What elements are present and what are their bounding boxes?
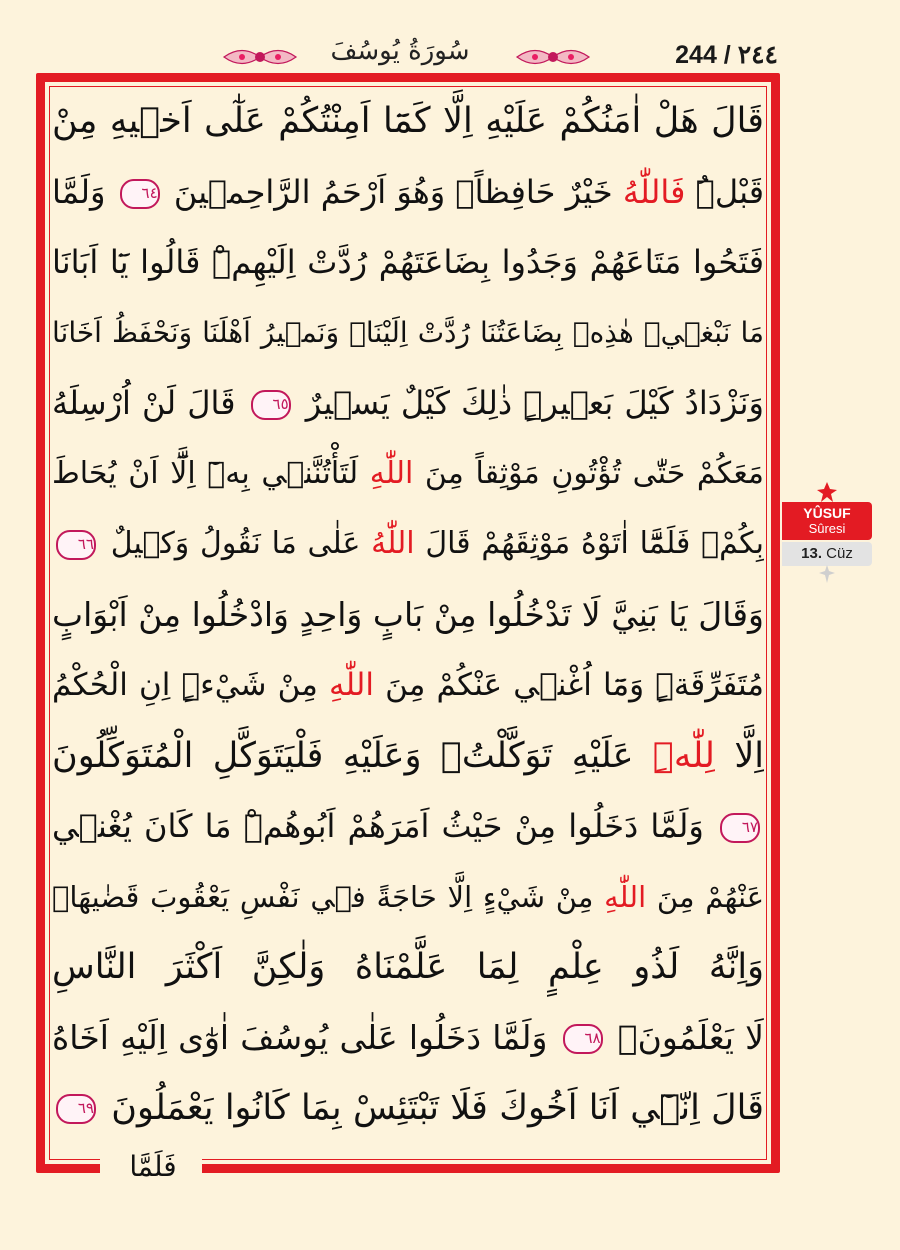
verse-line <box>52 509 764 579</box>
verse-text: وَنَزْدَادُ كَيْلَ بَع۪يرٍۜ ذٰلِكَ كَيْلٌ يَس۪يرٌ <box>294 384 764 422</box>
verse-line <box>52 368 764 438</box>
verse-text: قَالَ لَنْ اُرْسِلَهُ <box>52 384 247 422</box>
divine-name: لِلّٰهِۜ <box>652 735 715 776</box>
verse-line <box>52 157 764 227</box>
verse-text: وَلَمَّا دَخَلُوا مِنْ حَيْثُ اَمَرَهُمْ اَبُوهُمْۜ مَا كَانَ يُغْن۪ي <box>52 807 716 845</box>
surah-tab-name: YÛSUF <box>803 505 851 521</box>
verse-text: فَتَحُوا مَتَاعَهُمْ وَجَدُوا بِضَاعَتَهُمْ رُدَّتْ اِلَيْهِمْۜ قَالُوا يَٓا اَبَانَا <box>52 243 764 281</box>
verse-line <box>52 650 764 720</box>
juz-tab[interactable] <box>782 542 872 566</box>
verse-text: مِنْ شَيْءٍ اِلَّا حَاجَةً ف۪ي نَفْسِ يَعْقُوبَ قَضٰيهَاۜ <box>52 879 605 914</box>
verse-text: لَتَأْتُنَّن۪ي بِه۪ٓ اِلَّٓا اَنْ يُحَاطَ <box>52 455 370 491</box>
fleur-icon <box>814 480 840 504</box>
surah-tab[interactable] <box>782 502 872 540</box>
verse-text: بِكُمْۚ فَلَمَّٓا اٰتَوْهُ مَوْثِقَهُمْ قَالَ <box>414 526 764 561</box>
verse-text: قَالَ اِنّ۪ٓي اَنَا اَخُوكَ فَلَا تَبْتَئِسْ بِمَا كَانُوا يَعْمَلُونَ <box>100 1088 764 1128</box>
verse-text: اِلَّا <box>714 735 764 776</box>
verse-text: عَلٰى مَا نَقُولُ وَك۪يلٌ <box>100 526 372 561</box>
verse-number-marker: ٦٧ <box>720 813 760 843</box>
verse-text: عَلَيْهِ تَوَكَّلْتُۚ وَعَلَيْهِ فَلْيَتَوَكَّلِ الْمُتَوَكِّلُونَ <box>52 735 653 776</box>
verse-line <box>52 791 764 861</box>
verse-text: مُتَفَرِّقَةٍۜ وَمَٓا اُغْن۪ي عَنْكُمْ مِنَ <box>373 667 764 703</box>
divine-name: فَاللّٰهُ <box>622 172 686 211</box>
verse-line <box>52 298 764 368</box>
verse-line <box>52 86 764 156</box>
verse-number-marker: ٦٩ <box>56 1094 96 1124</box>
verse-number-marker: ٦٨ <box>563 1024 603 1054</box>
header-ornament-left-icon <box>222 44 298 70</box>
surah-title: سُورَةُ يُوسُفَ <box>330 36 470 66</box>
header-ornament-right-icon <box>515 44 591 70</box>
verse-line <box>52 862 764 932</box>
verse-text: عَنْهُمْ مِنَ <box>646 879 764 914</box>
verse-line <box>52 439 764 509</box>
divine-name: اللّٰهِ <box>369 455 414 491</box>
verse-line <box>52 932 764 1002</box>
page-number: 244 / ٢٤٤ <box>675 41 778 69</box>
juz-label: Cüz <box>826 545 853 562</box>
verse-text: وَلَمَّا <box>52 172 116 211</box>
verse-text: مَعَكُمْ حَتّٰى تُؤْتُونِ مَوْثِقاً مِنَ <box>413 455 764 491</box>
fleur-bottom-icon <box>818 564 836 584</box>
verse-number-marker: ٦٥ <box>251 390 291 420</box>
divine-name: اللّٰهُ <box>371 526 415 561</box>
catchword: فَلَمَّا <box>129 1150 177 1183</box>
surah-tab-label: Sûresi <box>808 521 846 536</box>
side-tab[interactable] <box>782 480 882 566</box>
verse-text: مَا نَبْغ۪يۜ هٰذِه۪ بِضَاعَتُنَا رُدَّتْ اِلَيْنَاۚ وَنَم۪يرُ اَهْلَنَا وَنَحْفَظُ اَخَانَا <box>52 315 764 349</box>
verse-line <box>52 721 764 791</box>
verse-text: مِنْ شَيْءٍۜ اِنِ الْحُكْمُ <box>52 667 330 703</box>
verse-line <box>52 580 764 650</box>
verse-text: وَاِنَّهُ لَذُو عِلْمٍ لِمَا عَلَّمْنَاهُ وَلٰكِنَّ اَكْثَرَ النَّاسِ <box>52 947 764 987</box>
verse-line <box>52 1073 764 1143</box>
verse-text: قَبْلُۜ <box>685 172 764 211</box>
verse-text: لَا يَعْلَمُونَ۟ <box>606 1017 764 1057</box>
divine-name: اللّٰهِ <box>604 879 647 914</box>
verse-number-marker: ٦٦ <box>56 530 96 560</box>
verse-text: وَلَمَّا دَخَلُوا عَلٰى يُوسُفَ اٰوٰٓى اِلَيْهِ اَخَاهُ <box>52 1017 559 1057</box>
juz-number: 13. <box>801 545 822 562</box>
verse-text: قَالَ هَلْ اٰمَنُكُمْ عَلَيْهِ اِلَّا كَمَٓا اَمِنْتُكُمْ عَلٰٓى اَخ۪يهِ مِنْ <box>52 101 764 141</box>
verse-line <box>52 1003 764 1073</box>
divine-name: اللّٰهِ <box>329 667 374 703</box>
verse-text: خَيْرٌ حَافِظاًۖ وَهُوَ اَرْحَمُ الرَّاحِم۪ينَ <box>163 172 623 211</box>
verse-text: وَقَالَ يَا بَنِيَّ لَا تَدْخُلُوا مِنْ بَابٍ وَاحِدٍ وَادْخُلُوا مِنْ اَبْوَابٍ <box>52 594 764 634</box>
verse-line <box>52 227 764 297</box>
verse-number-marker: ٦٤ <box>120 179 160 209</box>
